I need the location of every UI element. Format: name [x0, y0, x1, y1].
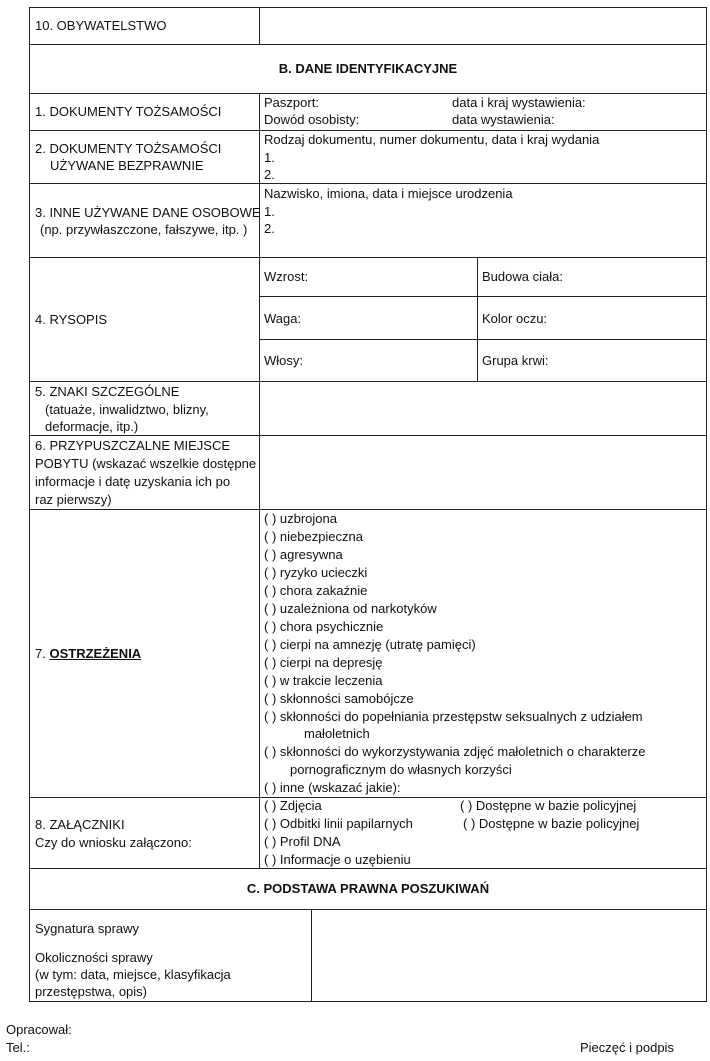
row6-label-line2: POBYTU (wskazać wszelkie dostępne [35, 456, 257, 471]
case-number-label: Sygnatura sprawy [35, 921, 140, 936]
row-line [29, 509, 707, 510]
fingerprints-db-checkbox[interactable]: ( ) Dostępne w bazie policyjnej [463, 816, 640, 831]
warning-continuation: pornograficznym do własnych korzyści [290, 762, 512, 777]
warning-checkbox[interactable]: ( ) skłonności do wykorzystywania zdjęć małoletnich o charakterze [264, 744, 646, 759]
warning-checkbox[interactable]: ( ) uzbrojona [264, 511, 337, 526]
row5-value-field[interactable] [260, 382, 706, 435]
warning-checkbox[interactable]: ( ) ryzyko ucieczki [264, 565, 368, 580]
row2-item-2[interactable]: 2. [264, 167, 275, 182]
row10-label: 10. OBYWATELSTWO [35, 18, 167, 33]
dna-checkbox[interactable]: ( ) Profil DNA [264, 834, 341, 849]
table-border-right [706, 7, 707, 1002]
tel-label: Tel.: [6, 1040, 30, 1055]
warning-continuation: małoletnich [304, 726, 370, 741]
row8-label-line2: Czy do wniosku załączono: [35, 835, 192, 850]
section-c-value-field[interactable] [312, 910, 706, 1001]
weight-field[interactable]: Waga: [264, 311, 302, 326]
row7-label [35, 645, 141, 662]
row5-label-line2: (tatuaże, inwalidztwo, blizny, [45, 402, 209, 417]
passport-label: Paszport: [264, 95, 319, 110]
warning-checkbox[interactable]: ( ) cierpi na amnezję (utratę pamięci) [264, 637, 476, 652]
section-b-header: B. DANE IDENTYFIKACYJNE [278, 61, 458, 76]
section-c-header: C. PODSTAWA PRAWNA POSZUKIWAŃ [246, 881, 490, 896]
rysopis-line [259, 339, 706, 340]
row6-value-field[interactable] [260, 436, 706, 509]
warning-checkbox[interactable]: ( ) uzależniona od narkotyków [264, 601, 437, 616]
row6-label-line3: informacje i datę uzyskania ich po [35, 474, 231, 489]
row-line [29, 44, 707, 45]
prepared-by-label: Opracował: [6, 1022, 72, 1037]
row3-item-2[interactable]: 2. [264, 221, 275, 236]
passport-date-label: data i kraj wystawienia: [452, 95, 586, 110]
photos-checkbox[interactable]: ( ) Zdjęcia [264, 798, 322, 813]
warning-checkbox[interactable]: ( ) chora psychicznie [264, 619, 384, 634]
id-card-date-label: data wystawienia: [452, 112, 555, 127]
row-line [29, 1001, 707, 1002]
circumstances-line3: przestępstwa, opis) [35, 984, 147, 999]
fingerprints-checkbox[interactable]: ( ) Odbitki linii papilarnych [264, 816, 413, 831]
warning-checkbox[interactable]: ( ) skłonności do popełniania przestępstw seksualnych z udziałem [264, 709, 643, 724]
table-border-left [29, 7, 30, 1002]
warning-checkbox[interactable]: ( ) w trakcie leczenia [264, 673, 383, 688]
row8-label-line1: 8. ZAŁĄCZNIKI [35, 817, 125, 832]
row7-label-word: OSTRZEŻENIA [49, 646, 142, 661]
rysopis-divider [477, 257, 478, 381]
warning-checkbox[interactable]: ( ) inne (wskazać jakie): [264, 780, 401, 795]
build-field[interactable]: Budowa ciała: [482, 269, 563, 284]
row3-item-1[interactable]: 1. [264, 204, 275, 219]
row3-label-line2: (np. przywłaszczone, fałszywe, itp. ) [40, 222, 248, 237]
row-line [29, 257, 707, 258]
row-line [29, 868, 707, 869]
row-line [29, 183, 707, 184]
warning-checkbox[interactable]: ( ) chora zakaźnie [264, 583, 368, 598]
row-line [29, 93, 707, 94]
photos-db-checkbox[interactable]: ( ) Dostępne w bazie policyjnej [460, 798, 637, 813]
warning-checkbox[interactable]: ( ) niebezpieczna [264, 529, 363, 544]
row6-label-line4: raz pierwszy) [35, 492, 112, 507]
row5-label-line1: 5. ZNAKI SZCZEGÓLNE [35, 384, 180, 399]
row5-label-line3: deformacje, itp.) [45, 419, 139, 434]
row4-label: 4. RYSOPIS [35, 312, 108, 327]
row6-label-line1: 6. PRZYPUSZCZALNE MIEJSCE [35, 438, 231, 453]
row7-label-prefix: 7. [35, 646, 50, 661]
row3-header: Nazwisko, imiona, data i miejsce urodzenia [264, 186, 513, 201]
warning-checkbox[interactable]: ( ) cierpi na depresję [264, 655, 383, 670]
row1-label: 1. DOKUMENTY TOŻSAMOŚCI [35, 104, 222, 119]
eye-color-field[interactable]: Kolor oczu: [482, 311, 548, 326]
row10-value-field[interactable] [260, 8, 706, 44]
circumstances-line2: (w tym: data, miejsce, klasyfikacja [35, 967, 231, 982]
row2-label-line2: UŻYWANE BEZPRAWNIE [50, 158, 204, 173]
rysopis-line [259, 296, 706, 297]
hair-field[interactable]: Włosy: [264, 353, 303, 368]
height-field[interactable]: Wzrost: [264, 269, 309, 284]
blood-type-field[interactable]: Grupa krwi: [482, 353, 549, 368]
dental-checkbox[interactable]: ( ) Informacje o uzębieniu [264, 852, 411, 867]
warning-checkbox[interactable]: ( ) skłonności samobójcze [264, 691, 414, 706]
id-card-label: Dowód osobisty: [264, 112, 360, 127]
row2-item-1[interactable]: 1. [264, 150, 275, 165]
row2-header: Rodzaj dokumentu, numer dokumentu, data i kraj wydania [264, 132, 600, 147]
row3-label-line1: 3. INNE UŻYWANE DANE OSOBOWE [35, 205, 261, 220]
warning-checkbox[interactable]: ( ) agresywna [264, 547, 343, 562]
stamp-signature-label: Pieczęć i podpis [580, 1040, 674, 1055]
row2-label-line1: 2. DOKUMENTY TOŻSAMOŚCI [35, 141, 222, 156]
circumstances-line1: Okoliczności sprawy [35, 950, 153, 965]
